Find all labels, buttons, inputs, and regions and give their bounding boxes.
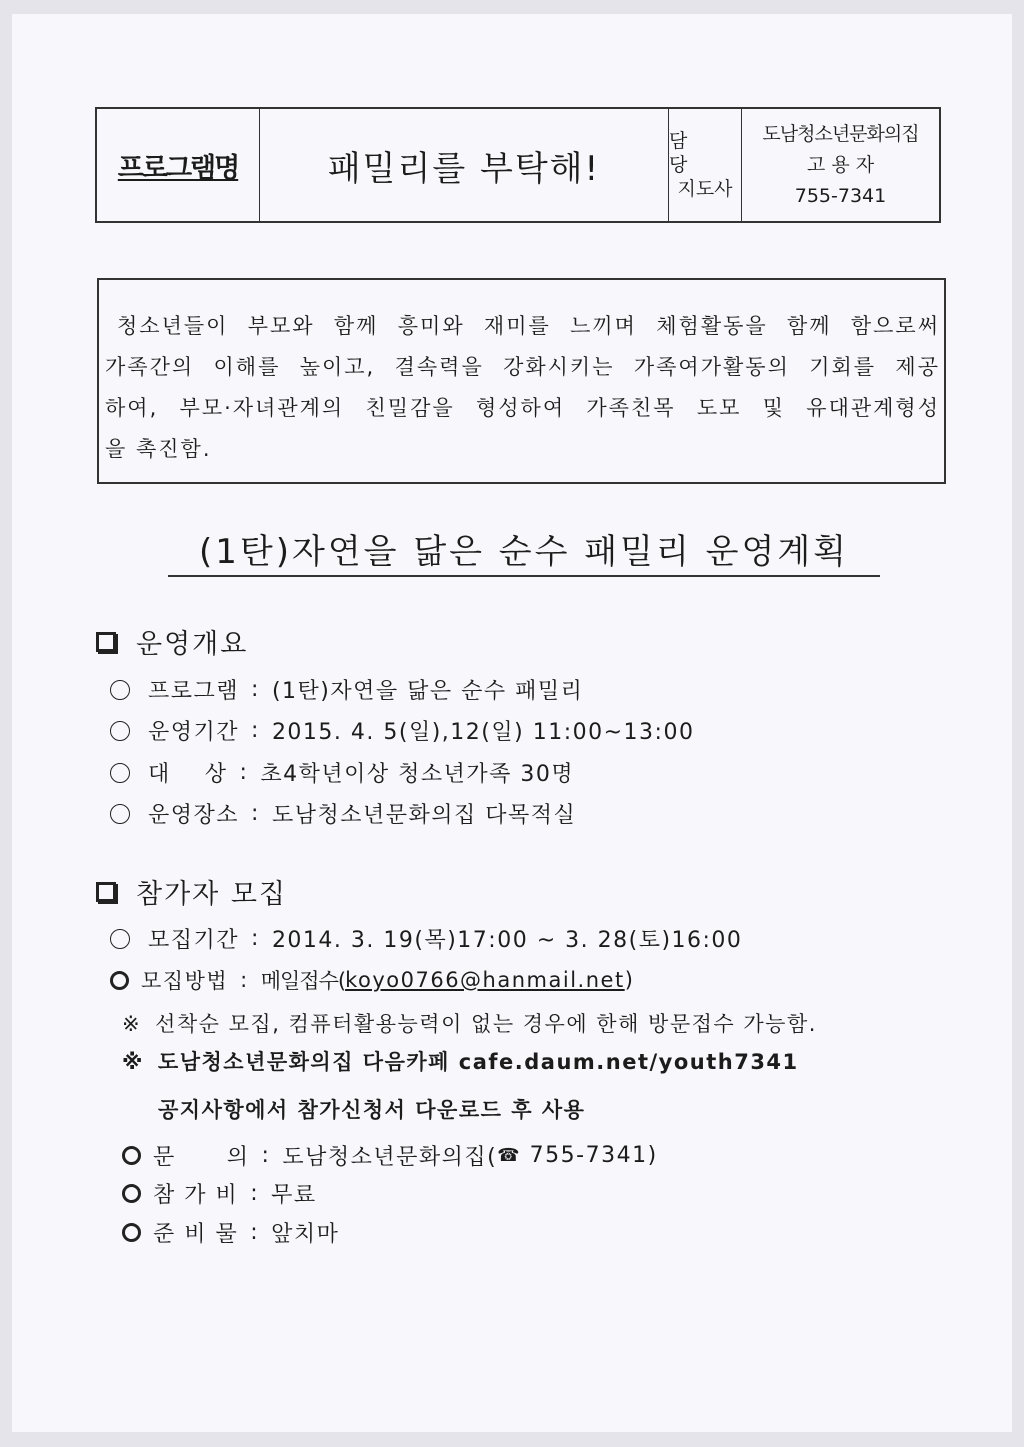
circle-bullet-icon bbox=[110, 804, 130, 824]
phone-icon: ☎ bbox=[497, 1145, 522, 1166]
purpose-line: 을 촉진함. bbox=[105, 437, 212, 461]
reference-mark: ※ bbox=[122, 1050, 144, 1074]
circle-bullet-icon bbox=[110, 680, 130, 700]
recruit-heading bbox=[96, 872, 287, 911]
method-prefix: 메일접수( bbox=[260, 969, 346, 993]
item-colon: : bbox=[239, 760, 249, 785]
item-label: 참 가 비 bbox=[153, 1183, 239, 1208]
overview-item-venue bbox=[110, 798, 576, 829]
item-value: 도남청소년문화의집( bbox=[282, 1145, 498, 1170]
bold-circle-bullet-icon bbox=[122, 1184, 141, 1203]
bold-circle-bullet-icon bbox=[122, 1146, 141, 1165]
program-name-cell bbox=[260, 109, 669, 221]
note-text: 도남청소년문화의집 다음카페 cafe.daum.net/youth7341 bbox=[157, 1050, 799, 1074]
item-label: 모집기간 bbox=[148, 928, 240, 953]
circle-bullet-icon bbox=[110, 763, 130, 783]
bold-circle-bullet-icon bbox=[110, 971, 129, 990]
email-link[interactable]: koyo0766@hanmail.net bbox=[345, 968, 625, 992]
note-text: 선착순 모집, 컴퓨터활용능력이 없는 경우에 한해 방문접수 가능함. bbox=[155, 1012, 817, 1036]
item-colon: : bbox=[250, 1220, 260, 1245]
item-label: 대 상 bbox=[148, 762, 228, 787]
org-name: 도남청소년문화의집 bbox=[762, 122, 919, 145]
item-colon: : bbox=[251, 677, 260, 702]
item-value: 초4학년이상 청소년가족 30명 bbox=[260, 762, 575, 787]
overview-item-program bbox=[110, 674, 583, 705]
item-label: 준 비 물 bbox=[153, 1222, 239, 1247]
overview-item-target bbox=[110, 757, 574, 788]
recruit-item-method bbox=[110, 965, 634, 995]
item-label: 운영장소 bbox=[148, 803, 240, 828]
reference-mark: ※ bbox=[122, 1012, 142, 1036]
purpose-line: 하여, 부모·자녀관계의 친밀감을 형성하여 가족친목 도모 및 유대관계형성 bbox=[105, 396, 940, 420]
note-first-come bbox=[122, 1008, 817, 1038]
item-colon: : bbox=[240, 968, 249, 992]
purpose-line: 가족간의 이해를 높이고, 결속력을 강화시키는 가족여가활동의 기회를 제공 bbox=[105, 355, 940, 379]
item-label: 프로그램 bbox=[148, 679, 240, 704]
method-suffix: ) bbox=[624, 968, 635, 992]
square-bullet-icon bbox=[96, 882, 116, 902]
note-cafe bbox=[122, 1046, 799, 1076]
circle-bullet-icon bbox=[110, 721, 130, 741]
note-download: 공지사항에서 참가신청서 다운로드 후 사용 bbox=[158, 1098, 586, 1122]
item-value: 2015. 4. 5(일),12(일) 11:00~13:00 bbox=[271, 720, 695, 745]
program-label-cell bbox=[97, 109, 260, 221]
overview-item-period bbox=[110, 715, 694, 746]
item-label: 모집방법 bbox=[141, 969, 229, 993]
item-colon: : bbox=[250, 1181, 260, 1206]
charge-label-cell bbox=[669, 109, 742, 221]
item-value: (1탄)자연을 닮은 순수 패밀리 bbox=[271, 679, 584, 704]
item-value: 도남청소년문화의집 다목적실 bbox=[271, 803, 577, 828]
item-colon: : bbox=[251, 801, 260, 826]
program-label: 프로그램명 bbox=[117, 152, 239, 184]
item-label: 운영기간 bbox=[148, 720, 240, 745]
item-colon: : bbox=[251, 718, 260, 743]
item-colon: : bbox=[251, 926, 260, 951]
program-header-table bbox=[95, 107, 941, 223]
purpose-box bbox=[97, 278, 946, 484]
document-title: (1탄)자연을 닮은 순수 패밀리 운영계획 bbox=[168, 524, 880, 577]
inquiry-phone: 755-7341) bbox=[529, 1143, 658, 1168]
item-colon: : bbox=[261, 1143, 271, 1168]
charge-label-line2: 지도사 bbox=[677, 178, 733, 200]
purpose-line: 청소년들이 부모와 함께 흥미와 재미를 느끼며 체험활동을 함께 함으로써 bbox=[117, 314, 940, 338]
recruit-item-inquiry bbox=[122, 1140, 658, 1171]
bold-circle-bullet-icon bbox=[122, 1223, 141, 1242]
item-value: 2014. 3. 19(목)17:00 ~ 3. 28(토)16:00 bbox=[271, 928, 743, 953]
recruit-heading-text: 참가자 모집 bbox=[136, 879, 287, 910]
staff-name: 고 용 자 bbox=[806, 153, 875, 176]
overview-heading bbox=[96, 622, 248, 661]
contact-phone: 755-7341 bbox=[794, 184, 887, 207]
charge-info-cell bbox=[742, 109, 939, 221]
circle-bullet-icon bbox=[110, 929, 130, 949]
recruit-item-fee bbox=[122, 1178, 317, 1209]
item-label: 문 의 bbox=[153, 1145, 250, 1170]
item-value: 앞치마 bbox=[271, 1222, 340, 1247]
item-value: 무료 bbox=[271, 1183, 317, 1208]
charge-label-line1: 담 당 bbox=[669, 130, 698, 176]
square-bullet-icon bbox=[96, 632, 116, 652]
overview-heading-text: 운영개요 bbox=[136, 629, 249, 660]
recruit-item-prep bbox=[122, 1217, 339, 1248]
recruit-item-period bbox=[110, 923, 742, 954]
program-name: 패밀리를 부탁해! bbox=[327, 148, 601, 189]
